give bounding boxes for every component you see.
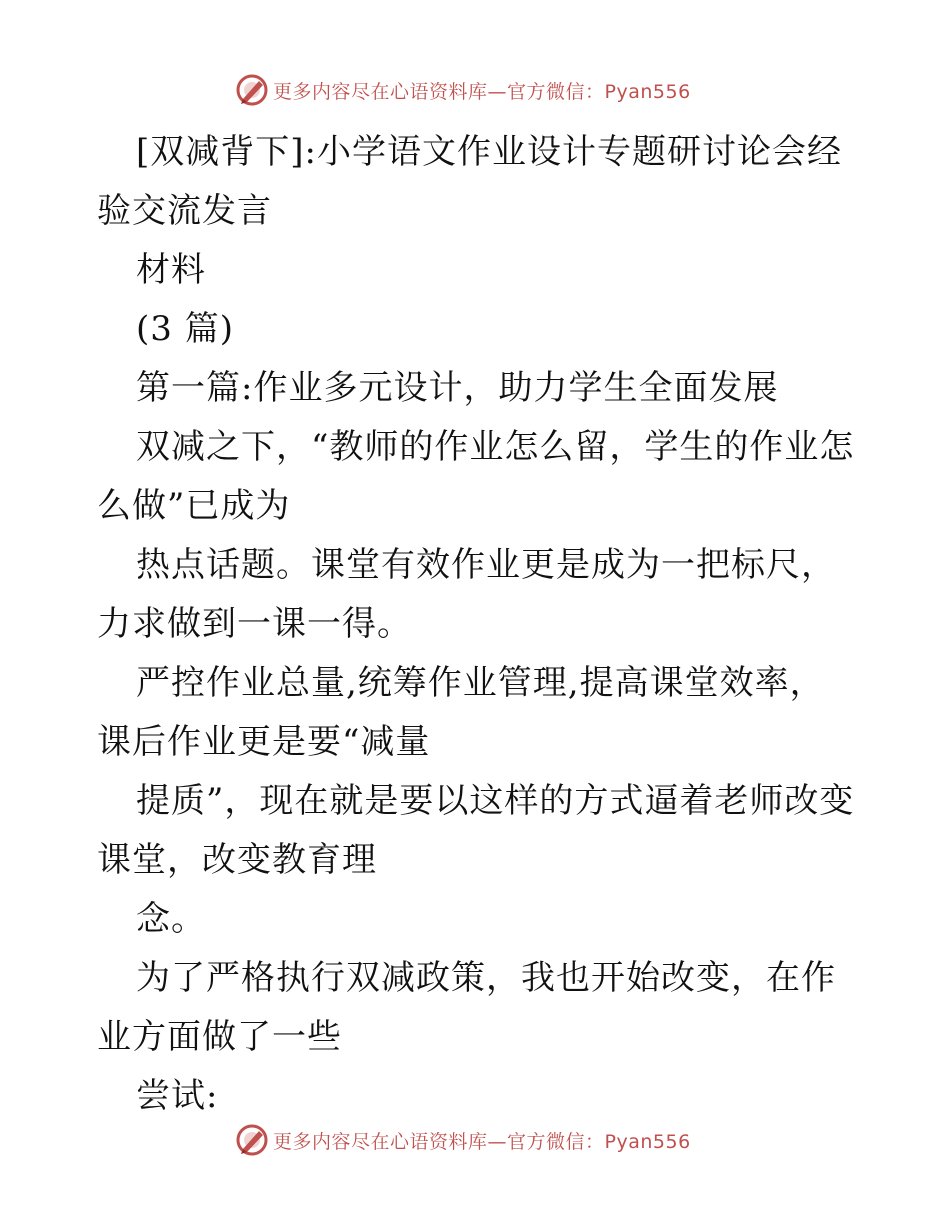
paragraph: 热点话题。课堂有效作业更是成为一把标尺，力求做到一课一得。 [97,545,836,644]
document-body [97,123,857,1126]
pen-logo-icon [235,1123,269,1157]
section-heading: 第一篇:作业多元设计，助力学生全面发展 [136,368,779,408]
paragraph: 双减之下，“教师的作业怎么留，学生的作业怎么做”已成为 [97,427,855,526]
paragraph: 为了严格执行双减政策，我也开始改变，在作业方面做了一些 [97,958,836,1057]
paragraph: 念。 [136,899,206,939]
paragraph: 提质”，现在就是要以这样的方式逼着老师改变课堂，改变教育理 [97,781,855,880]
document-title: [双减背下]:小学语文作业设计专题研讨论会经验交流发言 [97,132,842,231]
paragraph: 严控作业总量,统筹作业管理,提高课堂效率，课后作业更是要“减量 [97,663,825,762]
paragraph: 尝试: [136,1076,219,1116]
header-banner [235,70,715,110]
title-continuation: 材料 [136,250,206,290]
pen-logo-icon [235,73,269,107]
article-count: (3 篇) [136,309,234,349]
footer-banner-text: 更多内容尽在心语资料库—官方微信：Pyan556 [273,1130,691,1153]
header-banner-text: 更多内容尽在心语资料库—官方微信：Pyan556 [273,80,691,103]
footer-banner [235,1120,715,1160]
